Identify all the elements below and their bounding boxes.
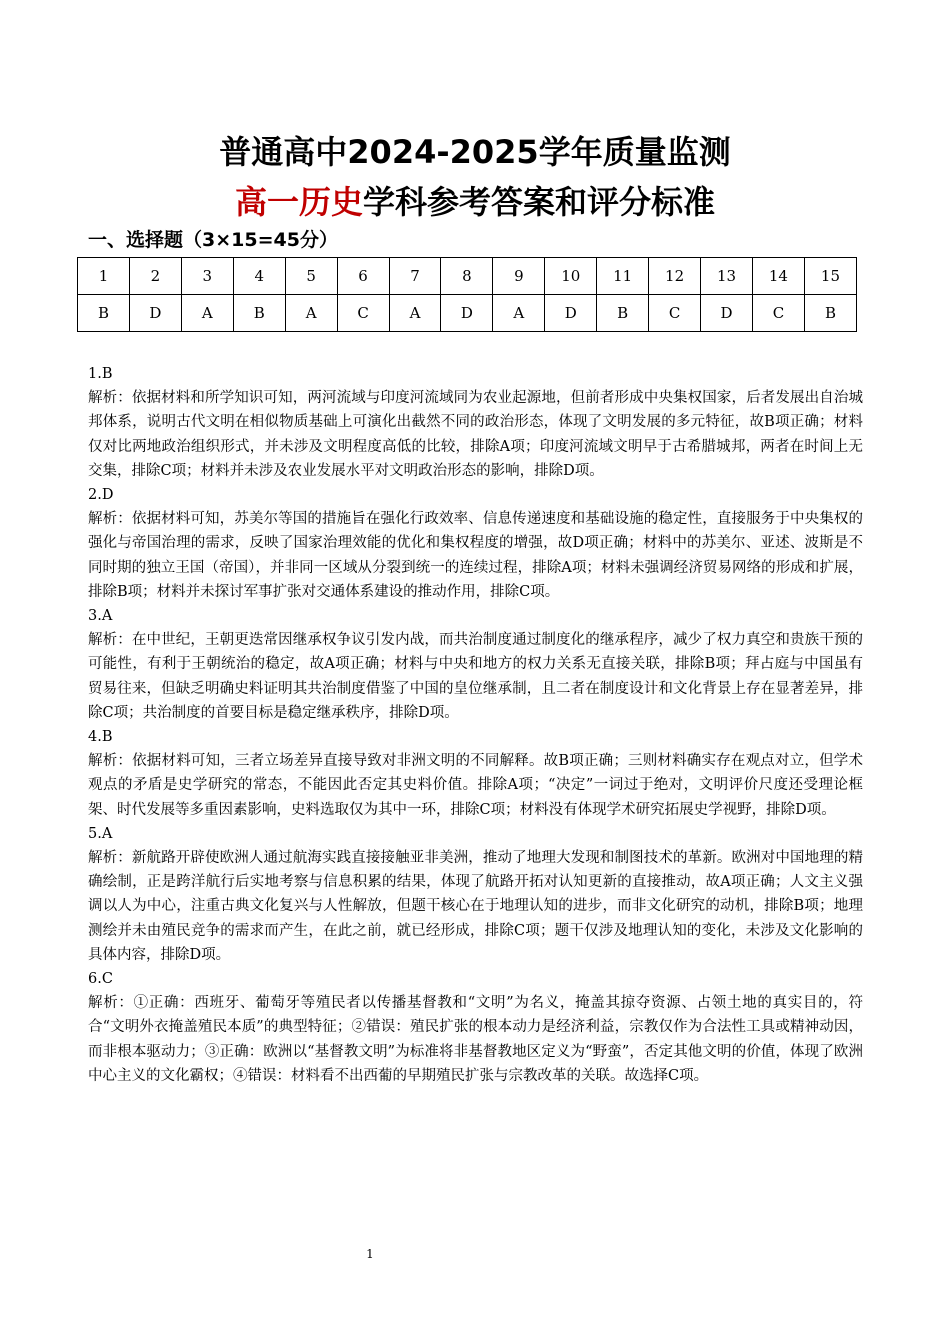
explanation-head: 5.A xyxy=(88,825,113,842)
explanation-text: 解析：依据材料可知，三者立场差异直接导致对非洲文明的不同解释。故B项正确；三则材料确实存在观点对立，但学术观点的矛盾是史学研究的常态，不能因此否定其史料价值。排除A项；“决定”一词过于绝对，文明评价尺度还受理论框架、时代发展等多重因素影响，史料选取仅为其中一环，排除C项；材料没有体现学术研究拓展史学视野，排除D项。 xyxy=(88,753,863,818)
question-number: 3 xyxy=(181,258,233,295)
answer-table-answer-row xyxy=(78,295,857,332)
answer-cell: B xyxy=(804,295,856,332)
explanation-head: 1.B xyxy=(88,366,113,382)
explanation-head: 3.A xyxy=(88,608,113,625)
answer-cell: C xyxy=(337,295,389,332)
explanation-text: 解析：依据材料可知，苏美尔等国的措施旨在强化行政效率、信息传递速度和基础设施的稳定性，直接服务于中央集权的强化与帝国治理的需求，反映了国家治理效能的优化和集权程度的增强，故D项正确；材料中的苏美尔、亚述、波斯是不同时期的独立王国（帝国），并非同一区域从分裂到统一的连续过程，排除A项；材料未强调经济贸易网络的形成和扩展，排除B项；材料并未探讨军事扩张对交通体系建设的推动作用，排除C项。 xyxy=(88,511,863,600)
explanation-text: 解析：在中世纪，王朝更迭常因继承权争议引发内战，而共治制度通过制度化的继承程序，减少了权力真空和贵族干预的可能性，有利于王朝统治的稳定，故A项正确；材料与中央和地方的权力关系无直接关联，排除B项；拜占庭与中国虽有贸易往来，但缺乏明确史料证明其共治制度借鉴了中国的皇位继承制，且二者在制度设计和文化背景上存在显著差异，排除C项；共治制度的首要目标是稳定继承秩序，排除D项。 xyxy=(88,632,863,721)
answer-cell: D xyxy=(701,295,753,332)
answer-cell: B xyxy=(233,295,285,332)
question-number: 8 xyxy=(441,258,493,295)
answer-cell: A xyxy=(389,295,441,332)
question-number: 6 xyxy=(337,258,389,295)
answer-cell: D xyxy=(129,295,181,332)
answer-cell: D xyxy=(545,295,597,332)
explanation-head: 4.B xyxy=(88,729,113,746)
answer-table-number-row xyxy=(78,258,857,295)
explanation-text: 解析：①正确：西班牙、葡萄牙等殖民者以传播基督教和“文明”为名义，掩盖其掠夺资源、占领土地的真实目的，符合“文明外衣掩盖殖民本质”的典型特征；②错误：殖民扩张的根本动力是经济利益，宗教仅作为合法性工具或精神动因，而非根本驱动力；③正确：欧洲以“基督教文明”为标准将非基督教地区定义为“野蛮”，否定其他文明的价值，体现了欧洲中心主义的文化霸权；④错误：材料看不出西葡的早期殖民扩张与宗教改革的关联。故选择C项。 xyxy=(88,995,863,1084)
explanation-text: 解析：依据材料和所学知识可知，两河流域与印度河流域同为农业起源地，但前者形成中央集权国家，后者发展出自治城邦体系，说明古代文明在相似物质基础上可演化出截然不同的政治形态，体现了文明发展的多元特征，故B项正确；材料仅对比两地政治组织形式，并未涉及文明程度高低的比较，排除A项；印度河流域文明早于古希腊城邦，两者在时间上无交集，排除C项；材料并未涉及农业发展水平对文明政治形态的影响，排除D项。 xyxy=(88,390,863,479)
answer-cell: A xyxy=(181,295,233,332)
answer-cell: A xyxy=(285,295,337,332)
answer-cell: B xyxy=(597,295,649,332)
question-number: 9 xyxy=(493,258,545,295)
answer-table xyxy=(77,257,857,332)
explanation-head: 2.D xyxy=(88,487,114,504)
answer-cell: C xyxy=(649,295,701,332)
question-number: 14 xyxy=(752,258,804,295)
question-number: 13 xyxy=(701,258,753,295)
answer-cell: B xyxy=(78,295,130,332)
title-line-2 xyxy=(0,178,950,226)
question-number: 15 xyxy=(804,258,856,295)
title-subject: 高一历史 xyxy=(234,183,363,221)
question-number: 7 xyxy=(389,258,441,295)
answer-cell: D xyxy=(441,295,493,332)
question-number: 11 xyxy=(597,258,649,295)
question-number: 12 xyxy=(649,258,701,295)
question-number: 2 xyxy=(129,258,181,295)
question-number: 1 xyxy=(78,258,130,295)
question-number: 5 xyxy=(285,258,337,295)
title-rest: 学科参考答案和评分标准 xyxy=(363,183,716,221)
question-number: 4 xyxy=(233,258,285,295)
explanation-head: 6.C xyxy=(88,971,113,988)
explanation-text: 解析：新航路开辟使欧洲人通过航海实践直接接触亚非美洲，推动了地理大发现和制图技术的革新。欧洲对中国地理的精确绘制，正是跨洋航行后实地考察与信息积累的结果，体现了航路开拓对认知更新的直接推动，故A项正确；人文主义强调以人为中心，注重古典文化复兴与人性解放，但题干核心在于地理认知的进步，而非文化研究的动机，排除B项；地理测绘并未由殖民竞争的需求而产生，在此之前，就已经形成，排除C项；题干仅涉及地理认知的变化，未涉及文化影响的具体内容，排除D项。 xyxy=(88,850,863,963)
question-number: 10 xyxy=(545,258,597,295)
explanations xyxy=(88,362,863,1088)
answer-cell: C xyxy=(752,295,804,332)
answer-cell: A xyxy=(493,295,545,332)
title-line-1: 普通高中2024-2025学年质量监测 xyxy=(219,133,731,171)
page-number: 1 xyxy=(366,1247,374,1261)
section-heading: 一、选择题（3×15=45分） xyxy=(88,229,338,251)
